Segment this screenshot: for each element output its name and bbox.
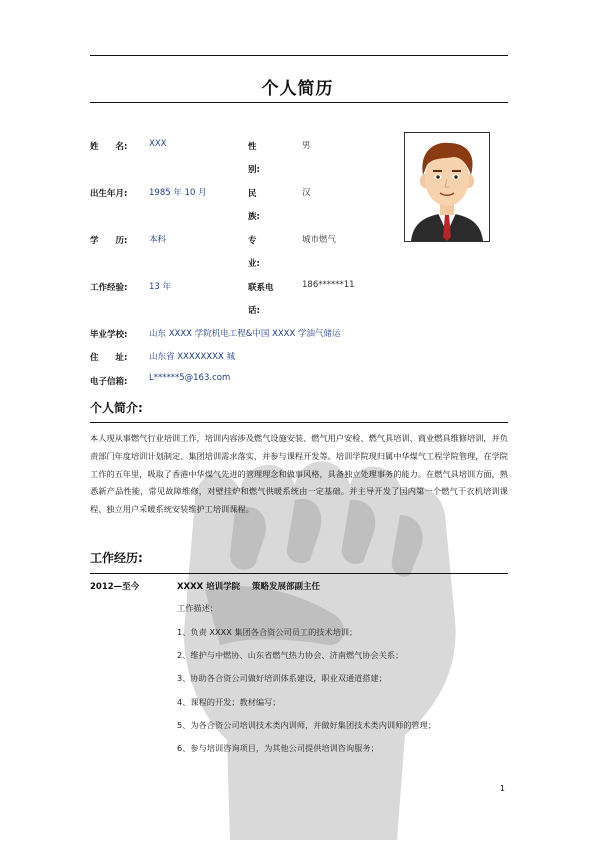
major-label-cont: 业: <box>248 259 260 269</box>
phone-label: 联系电 <box>248 283 274 293</box>
intro-text: 本人现从事燃气行业培训工作，培训内容涉及燃气设施安装、燃气用户安检、燃气具培训、商业燃具维修培训，并负责部门年度培训计划制定、集团培训需求落实，并参与课程开发等。培训学院现归属中华煤气工程学院管理，在学院工作的五年里，吸取了香港中华煤气先进的管理理念和做事风格，具备独立处理事务的能力。在燃气具培训方面，熟悉新产品性能，常见故障维修，对壁挂炉和燃气供暖系统由一定基础。并主导开发了国内第一个燃气干衣机培训课程、独立用户采暖系统安装维护工培训课程。 <box>90 433 508 515</box>
email-value: L******5@163.com <box>149 373 231 383</box>
page-number: 1 <box>500 784 506 793</box>
phone-label-cont: 话: <box>248 306 260 316</box>
nation-value: 汉 <box>302 188 311 198</box>
work-period: 2012—至今 <box>90 582 140 592</box>
work-heading: 工作经历: <box>90 551 143 565</box>
work-position: 策略发展部副主任 <box>252 582 321 592</box>
experience-value: 13 年 <box>149 282 172 292</box>
address-value: 山东省 XXXXXXXX 城 <box>149 352 235 362</box>
gender-value: 男 <box>302 141 311 151</box>
avatar-icon <box>405 133 489 241</box>
school-label: 毕业学校: <box>90 330 128 340</box>
name-value: XXX <box>149 139 167 149</box>
work-rule <box>90 573 508 574</box>
intro-rule <box>90 422 508 423</box>
address-label: 住 址: <box>90 353 128 363</box>
duty-item: 3、协助各合资公司做好培训体系建设，职业双通道搭建； <box>177 673 387 683</box>
email-label: 电子信箱: <box>90 377 128 387</box>
education-value: 本科 <box>149 235 167 245</box>
duty-item: 5、为各合资公司培训技术类内训师，并做好集团技术类内训师的管理； <box>177 720 437 730</box>
birth-value: 1985 年 10 月 <box>149 188 207 198</box>
experience-label: 工作经验: <box>90 283 128 293</box>
work-company: XXXX 培训学院 <box>177 582 241 592</box>
major-value: 城市燃气 <box>302 235 337 245</box>
profile-photo <box>404 132 490 242</box>
duty-item: 6、参与培训咨询项目，为其他公司提供培训咨询服务； <box>177 743 379 753</box>
intro-heading: 个人简介: <box>90 401 143 415</box>
duty-item: 2、维护与中燃协、山东省燃气热力协会、济南燃气协会关系； <box>177 650 404 660</box>
work-desc-label: 工作描述： <box>177 603 218 613</box>
nation-label-cont: 族: <box>248 212 260 222</box>
top-rule <box>90 55 508 56</box>
phone-value: 186******11 <box>302 280 355 290</box>
birth-label: 出生年月: <box>90 189 128 199</box>
name-label: 姓 名: <box>90 142 128 152</box>
major-label: 专 <box>248 236 257 246</box>
education-label: 学 历: <box>90 236 128 246</box>
title-rule <box>90 102 508 103</box>
duty-item: 4、课程的开发；教材编写； <box>177 697 281 707</box>
gender-label-cont: 别: <box>248 165 260 175</box>
nation-label: 民 <box>248 189 257 199</box>
school-value: 山东 XXXX 学院机电工程&中国 XXXX 学油气储运 <box>149 329 341 339</box>
gender-label: 性 <box>248 142 257 152</box>
duty-item: 1、负责 XXXX 集团各合资公司员工的技术培训； <box>177 627 358 637</box>
page-title: 个人简历 <box>261 79 334 99</box>
